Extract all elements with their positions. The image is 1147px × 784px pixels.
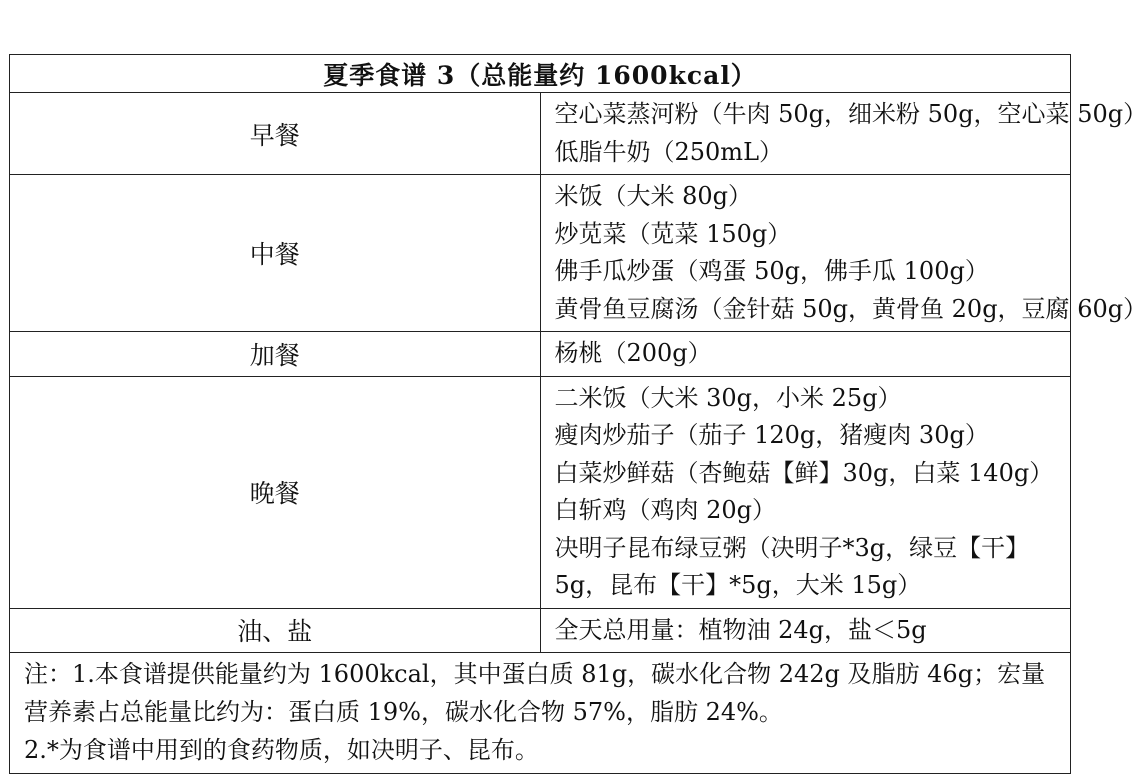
meal-items-dinner (540, 376, 1071, 608)
note-text: 注：1.本食谱提供能量约为 1600kcal，其中蛋白质 81g，碳水化合物 242g 及脂肪 46g；宏量营养素占总能量比约为：蛋白质 19%，碳水化合物 57%，脂肪 24%。 (24, 660, 1046, 726)
menu-item: 白斩鸡（鸡肉 20g） (554, 496, 777, 524)
meal-label-breakfast: 早餐 (10, 93, 541, 175)
meal-row-breakfast (10, 93, 1071, 175)
meal-row-oil-salt (10, 608, 1071, 653)
notes-cell (10, 653, 1071, 774)
meal-label-snack: 加餐 (10, 332, 541, 377)
title-row (10, 55, 1071, 93)
meal-label-lunch: 中餐 (10, 175, 541, 332)
notes-row (10, 653, 1071, 774)
menu-item: 佛手瓜炒蛋（鸡蛋 50g，佛手瓜 100g） (554, 257, 989, 285)
menu-item: 黄骨鱼豆腐汤（金针菇 50g，黄骨鱼 20g，豆腐 60g） (554, 294, 1147, 323)
menu-sheet (9, 54, 1147, 774)
menu-item: 瘦肉炒茄子（茄子 120g，猪瘦肉 30g） (554, 421, 989, 449)
meal-items-lunch (540, 175, 1147, 332)
meal-row-snack (10, 332, 1071, 377)
note-text: 2.*为食谱中用到的食药物质，如决明子、昆布。 (24, 736, 539, 764)
meal-row-dinner (10, 376, 1071, 608)
menu-item: 炒苋菜（苋菜 150g） (554, 219, 792, 248)
menu-item: 低脂牛奶（250mL） (554, 137, 784, 166)
menu-item: 白菜炒鲜菇（杏鲍菇【鲜】30g，白菜 140g） (554, 458, 1054, 487)
menu-item: 二米饭（大米 30g，小米 25g） (554, 383, 902, 412)
table-title: 夏季食谱 3（总能量约 1600kcal） (10, 55, 1071, 93)
meal-items-breakfast (540, 93, 1147, 175)
meal-items-oil-salt (540, 608, 1071, 653)
meal-label-dinner: 晚餐 (10, 376, 541, 608)
meal-label-oil-salt: 油、盐 (10, 608, 541, 653)
menu-item: 空心菜蒸河粉（牛肉 50g，细米粉 50g，空心菜 50g） (554, 100, 1147, 128)
menu-table (9, 54, 1147, 774)
menu-item: 全天总用量：植物油 24g，盐＜5g (554, 615, 927, 644)
menu-item: 米饭（大米 80g） (554, 182, 753, 210)
meal-items-snack (540, 332, 1071, 377)
menu-item: 杨桃（200g） (554, 339, 712, 367)
meal-row-lunch (10, 175, 1071, 332)
menu-item: 决明子昆布绿豆粥（决明子*3g，绿豆【干】5g，昆布【干】*5g，大米 15g） (554, 533, 1030, 599)
